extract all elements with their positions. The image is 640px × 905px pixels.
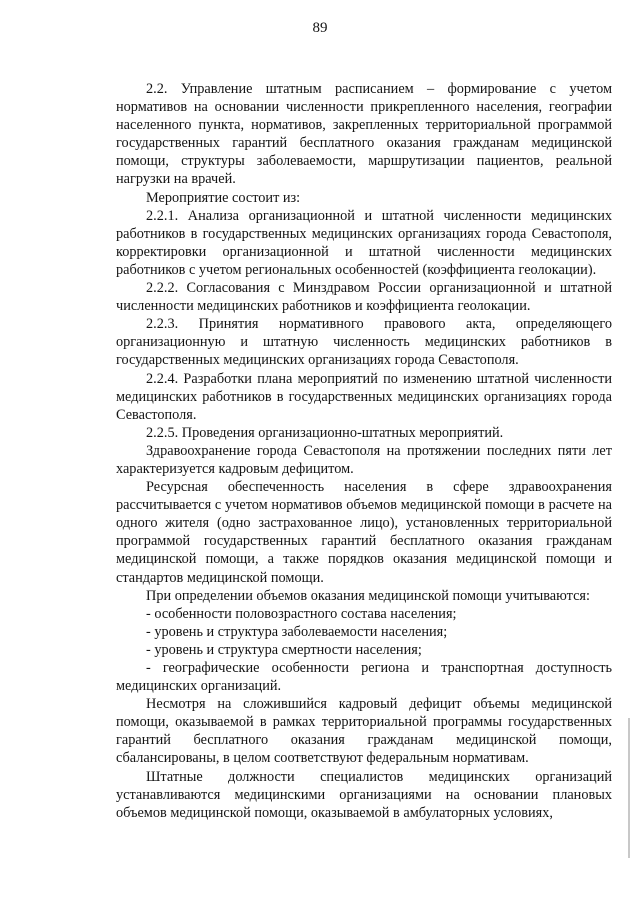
list-item-mortality: - уровень и структура смертности населения; (146, 641, 422, 658)
paragraph-2-2-2: 2.2.2. Согласования с Минздравом России организационной и штатной численности медицинских работников и коэффициента геолокации. (116, 280, 612, 315)
paragraph-2-2-4: 2.2.4. Разработки плана мероприятий по изменению штатной численности медицинских работников в государственных медицинских организациях города Севастополя. (116, 370, 612, 423)
paragraph-staff-deficit: Здравоохранение города Севастополя на протяжении последних пяти лет характеризуется кадровым дефицитом. (116, 442, 612, 477)
paragraph-2-2-5: 2.2.5. Проведения организационно-штатных мероприятий. (146, 424, 504, 441)
paragraph-2-2-1: 2.2.1. Анализа организационной и штатной численности медицинских работников в государственных медицинских организациях города Севастополя, корректировки организационной и штатной численности медицинских работников с учетом региональных особенностей (коэффициента геолокации). (116, 207, 612, 278)
list-item-morbidity: - уровень и структура заболеваемости населения; (146, 623, 448, 640)
page-number: 89 (312, 20, 328, 36)
document-body (116, 80, 612, 822)
list-item-age-sex: - особенности половозрастного состава населения; (146, 605, 457, 622)
scan-edge-mark (628, 718, 630, 858)
paragraph-activity-intro: Мероприятие состоит из: (146, 189, 301, 206)
paragraph-staff-positions: Штатные должности специалистов медицинских организаций устанавливаются медицинскими организациями на основании плановых объемов медицинской помощи, оказываемой в амбулаторных условиях, (116, 768, 612, 821)
paragraph-resource-provision: Ресурсная обеспеченность населения в сфере здравоохранения рассчитывается с учетом нормативов объемов медицинской помощи в расчете на одного жителя (одно застрахованное лицо), установленных территориальной программой государственных гарантий бесплатного оказания гражданам медицинской помощи, а также порядков оказания медицинской помощи и стандартов медицинской помощи. (116, 479, 612, 586)
list-item-geography: - географические особенности региона и транспортная доступность медицинских организаций. (116, 660, 612, 695)
paragraph-2-2: 2.2. Управление штатным расписанием – формирование с учетом нормативов на основании численности прикрепленного населения, географии населенного пункта, нормативов, закрепленных территориальной программой государственных гарантий бесплатного оказания гражданам медицинской помощи, структуры заболеваемости, маршрутизации пациентов, реальной нагрузки на врачей. (116, 81, 612, 188)
paragraph-2-2-3: 2.2.3. Принятия нормативного правового акта, определяющего организационную и штатную численность медицинских работников в государственных медицинских организациях города Севастополя. (116, 316, 612, 369)
paragraph-volumes-balanced: Несмотря на сложившийся кадровый дефицит объемы медицинской помощи, оказываемой в рамках территориальной программы государственных гарантий бесплатного оказания гражданам медицинской помощи, сбалансированы, в целом соответствуют федеральным нормативам. (116, 696, 612, 767)
paragraph-factors-intro: При определении объемов оказания медицинской помощи учитываются: (146, 587, 590, 604)
